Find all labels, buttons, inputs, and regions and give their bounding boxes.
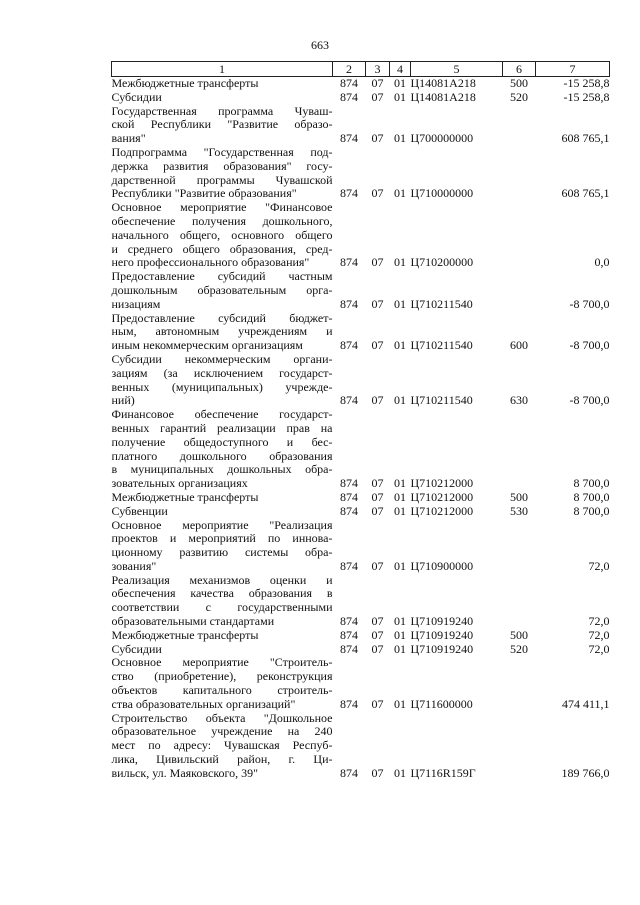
row-name-line: зования" — [111, 558, 157, 573]
sum-cell: 8 700,0 — [573, 476, 610, 491]
expense-type-cell: 500 — [510, 627, 528, 642]
table-row — [112, 201, 610, 270]
row-name-cell — [112, 312, 333, 353]
row-name-cell — [112, 712, 333, 781]
table-row — [112, 353, 610, 408]
table-body — [112, 77, 610, 781]
row-name-line: Межбюджетные трансферты — [111, 76, 259, 90]
table-row — [112, 629, 610, 643]
column-header-expense-type: 6 — [503, 62, 536, 77]
expense-type-cell — [503, 105, 536, 146]
column-header-subsection: 4 — [390, 62, 411, 77]
row-name-line: обеспечения качества образования в — [111, 586, 333, 601]
table-row — [112, 643, 610, 657]
row-name-line: Межбюджетные трансферты — [111, 489, 259, 504]
target-article-cell: Ц710212000 — [410, 489, 474, 504]
row-name-line: Республики "Развитие образования" — [111, 186, 297, 201]
subsection-cell: 01 — [394, 558, 406, 573]
row-name-cell — [112, 91, 333, 105]
target-article-cell: Ц14081А218 — [410, 89, 476, 104]
section-cell: 07 — [371, 503, 384, 518]
row-name-line: Подпрограмма "Государственная под- — [111, 144, 333, 159]
admin-code-cell: 874 — [340, 627, 358, 642]
row-name-line: иным некоммерческим организациям — [111, 338, 303, 353]
admin-code-cell: 874 — [340, 89, 358, 104]
expense-type-cell: 500 — [510, 76, 528, 90]
column-header-sum: 7 — [536, 62, 610, 77]
row-name-line: Межбюджетные трансферты — [111, 627, 259, 642]
section-cell: 07 — [371, 696, 384, 711]
sum-cell: 189 766,0 — [561, 765, 610, 780]
row-name-line: ний) — [111, 393, 135, 408]
admin-code-cell: 874 — [340, 489, 358, 504]
sum-cell: 72,0 — [588, 614, 610, 629]
subsection-cell: 01 — [394, 627, 406, 642]
table-row — [112, 656, 610, 711]
target-article-cell: Ц710900000 — [410, 558, 474, 573]
target-article-cell: Ц14081А218 — [410, 76, 476, 90]
row-name-line: венных (муниципальных) учрежде- — [111, 379, 333, 394]
row-name-cell — [112, 353, 333, 408]
expense-type-cell — [503, 519, 536, 574]
subsection-cell: 01 — [394, 186, 406, 201]
row-name-cell — [112, 77, 333, 91]
table-row — [112, 519, 610, 574]
subsection-cell: 01 — [394, 641, 406, 656]
expense-type-cell — [503, 408, 536, 491]
section-cell: 07 — [371, 89, 384, 104]
table-row — [112, 146, 610, 201]
subsection-cell: 01 — [394, 476, 406, 491]
row-name-line: Субвенции — [111, 503, 168, 518]
target-article-cell: Ц710211540 — [410, 338, 473, 353]
target-article-cell: Ц710212000 — [410, 476, 474, 491]
table-row — [112, 574, 610, 629]
column-header-target: 5 — [411, 62, 503, 77]
row-name-line: Государственная программа Чуваш- — [111, 103, 333, 118]
subsection-cell: 01 — [394, 393, 406, 408]
column-header-section: 3 — [366, 62, 390, 77]
row-name-cell — [112, 643, 333, 657]
sum-cell: 608 765,1 — [561, 131, 610, 146]
expense-type-cell: 520 — [510, 641, 528, 656]
admin-code-cell: 874 — [340, 558, 358, 573]
sum-cell: 0,0 — [594, 255, 610, 270]
sum-cell: -15 258,8 — [563, 76, 610, 90]
row-name-line: ской Республики "Развитие образо- — [111, 117, 333, 132]
target-article-cell: Ц710000000 — [410, 186, 474, 201]
row-name-line: зациям (за исключением государст- — [111, 365, 333, 380]
row-name-line: проектов и мероприятий по иннова- — [111, 531, 333, 546]
section-cell: 07 — [371, 186, 384, 201]
sum-cell: -15 258,8 — [563, 89, 610, 104]
subsection-cell: 01 — [394, 503, 406, 518]
admin-code-cell: 874 — [340, 255, 358, 270]
row-name-line: ционному развитию системы обра- — [111, 545, 333, 560]
section-cell: 07 — [371, 338, 384, 353]
target-article-cell: Ц710919240 — [410, 641, 474, 656]
subsection-cell: 01 — [394, 89, 406, 104]
row-name-line: ным, автономным учреждениям и — [111, 324, 333, 339]
row-name-cell — [112, 105, 333, 146]
subsection-cell: 01 — [394, 255, 406, 270]
row-name-line: держка развития образования" госу- — [111, 158, 333, 173]
admin-code-cell: 874 — [340, 393, 358, 408]
admin-code-cell: 874 — [340, 696, 358, 711]
expense-type-cell: 600 — [510, 338, 528, 353]
target-article-cell: Ц710919240 — [410, 627, 474, 642]
row-name-cell — [112, 201, 333, 270]
row-name-cell — [112, 629, 333, 643]
admin-code-cell: 874 — [340, 131, 358, 146]
row-name-line: него профессионального образования" — [111, 255, 310, 270]
admin-code-cell: 874 — [340, 186, 358, 201]
row-name-line: мест по адресу: Чувашская Респуб- — [111, 738, 333, 753]
admin-code-cell: 874 — [340, 76, 358, 90]
target-article-cell: Ц710919240 — [410, 614, 474, 629]
row-name-line: Субсидии некоммерческим органи- — [111, 351, 333, 366]
target-article-cell: Ц710211540 — [410, 393, 473, 408]
row-name-line: ства образовательных организаций" — [111, 696, 296, 711]
row-name-line: в муниципальных дошкольных обра- — [111, 462, 333, 477]
row-name-line: зовательных организациях — [111, 476, 248, 491]
subsection-cell: 01 — [394, 338, 406, 353]
row-name-cell — [112, 574, 333, 629]
row-name-line: получение общедоступного и бес- — [111, 434, 333, 449]
expense-type-cell: 530 — [510, 503, 528, 518]
row-name-line: Субсидии — [111, 89, 162, 104]
target-article-cell: Ц710200000 — [410, 255, 474, 270]
section-cell: 07 — [371, 393, 384, 408]
section-cell: 07 — [371, 131, 384, 146]
row-name-line: лика, Цивильский район, г. Ци- — [111, 752, 333, 767]
row-name-line: Основное мероприятие "Финансовое — [111, 200, 333, 215]
expense-type-cell — [503, 270, 536, 311]
admin-code-cell: 874 — [340, 503, 358, 518]
sum-cell: 608 765,1 — [561, 186, 610, 201]
subsection-cell: 01 — [394, 76, 406, 90]
row-name-line: Строительство объекта "Дошкольное — [111, 710, 333, 725]
column-header-name: 1 — [112, 62, 333, 77]
sum-cell: 72,0 — [588, 641, 610, 656]
sum-cell: 474 411,1 — [561, 696, 610, 711]
row-name-line: дошкольным образовательным орга- — [111, 282, 333, 297]
expense-type-cell: 520 — [510, 89, 528, 104]
table-row — [112, 408, 610, 491]
sum-cell: 8 700,0 — [573, 489, 610, 504]
target-article-cell: Ц710212000 — [410, 503, 474, 518]
subsection-cell: 01 — [394, 614, 406, 629]
row-name-line: и среднего общего образования, сред- — [111, 241, 333, 256]
admin-code-cell: 874 — [340, 338, 358, 353]
column-header-admin: 2 — [333, 62, 366, 77]
sum-cell: -8 700,0 — [569, 393, 610, 408]
page-number: 663 — [311, 38, 329, 52]
section-cell: 07 — [371, 641, 384, 656]
subsection-cell: 01 — [394, 296, 406, 311]
row-name-line: Предоставление субсидий бюджет- — [111, 310, 333, 325]
admin-code-cell: 874 — [340, 614, 358, 629]
subsection-cell: 01 — [394, 765, 406, 780]
subsection-cell: 01 — [394, 131, 406, 146]
table-row — [112, 77, 610, 91]
row-name-line: Финансовое обеспечение государст- — [111, 407, 333, 422]
header-row — [112, 62, 610, 77]
row-name-line: образовательными стандартами — [111, 614, 275, 629]
table-row — [112, 270, 610, 311]
row-name-cell — [112, 270, 333, 311]
section-cell: 07 — [371, 476, 384, 491]
expense-type-cell — [503, 656, 536, 711]
admin-code-cell: 874 — [340, 641, 358, 656]
table-row — [112, 712, 610, 781]
budget-table — [111, 61, 610, 781]
expense-type-cell — [503, 146, 536, 201]
row-name-cell — [112, 491, 333, 505]
row-name-cell — [112, 146, 333, 201]
subsection-cell: 01 — [394, 489, 406, 504]
table-row — [112, 105, 610, 146]
row-name-line: обеспечение получения дошкольного, — [111, 213, 333, 228]
row-name-line: образовательное учреждение на 240 — [111, 724, 333, 739]
table-row — [112, 505, 610, 519]
row-name-line: объектов капитального строитель- — [111, 683, 333, 698]
row-name-cell — [112, 505, 333, 519]
section-cell: 07 — [371, 296, 384, 311]
expense-type-cell: 630 — [510, 393, 528, 408]
row-name-line: начального общего, основного общего — [111, 227, 333, 242]
sum-cell: 72,0 — [588, 627, 610, 642]
section-cell: 07 — [371, 627, 384, 642]
row-name-line: соответствии с государственными — [111, 600, 333, 615]
row-name-line: платного дошкольного образования — [111, 448, 333, 463]
table-row — [112, 491, 610, 505]
row-name-line: дарственной программы Чувашской — [111, 172, 333, 187]
row-name-line: низациям — [111, 296, 161, 311]
row-name-line: Основное мероприятие "Строитель- — [111, 655, 333, 670]
target-article-cell: Ц7116R159Г — [410, 765, 476, 780]
sum-cell: -8 700,0 — [569, 296, 610, 311]
section-cell: 07 — [371, 558, 384, 573]
section-cell: 07 — [371, 489, 384, 504]
sum-cell: 8 700,0 — [573, 503, 610, 518]
row-name-line: Основное мероприятие "Реализация — [111, 517, 333, 532]
expense-type-cell: 500 — [510, 489, 528, 504]
row-name-cell — [112, 656, 333, 711]
row-name-line: ство (приобретение), реконструкция — [111, 669, 333, 684]
table-row — [112, 312, 610, 353]
admin-code-cell: 874 — [340, 765, 358, 780]
row-name-line: венных гарантий реализации прав на — [111, 420, 333, 435]
section-cell: 07 — [371, 255, 384, 270]
sum-cell: 72,0 — [588, 558, 610, 573]
expense-type-cell — [503, 201, 536, 270]
section-cell: 07 — [371, 76, 384, 90]
target-article-cell: Ц711600000 — [410, 696, 473, 711]
row-name-line: Предоставление субсидий частным — [111, 269, 333, 284]
admin-code-cell: 874 — [340, 476, 358, 491]
row-name-line: Субсидии — [111, 641, 162, 656]
admin-code-cell: 874 — [340, 296, 358, 311]
target-article-cell: Ц700000000 — [410, 131, 474, 146]
section-cell: 07 — [371, 614, 384, 629]
target-article-cell: Ц710211540 — [410, 296, 473, 311]
row-name-line: вильск, ул. Маяковского, 39" — [111, 765, 259, 780]
expense-type-cell — [503, 574, 536, 629]
sum-cell: -8 700,0 — [569, 338, 610, 353]
expense-type-cell — [503, 712, 536, 781]
table-row — [112, 91, 610, 105]
row-name-line: вания" — [111, 131, 146, 146]
row-name-line: Реализация механизмов оценки и — [111, 572, 333, 587]
subsection-cell: 01 — [394, 696, 406, 711]
row-name-cell — [112, 408, 333, 491]
section-cell: 07 — [371, 765, 384, 780]
row-name-cell — [112, 519, 333, 574]
